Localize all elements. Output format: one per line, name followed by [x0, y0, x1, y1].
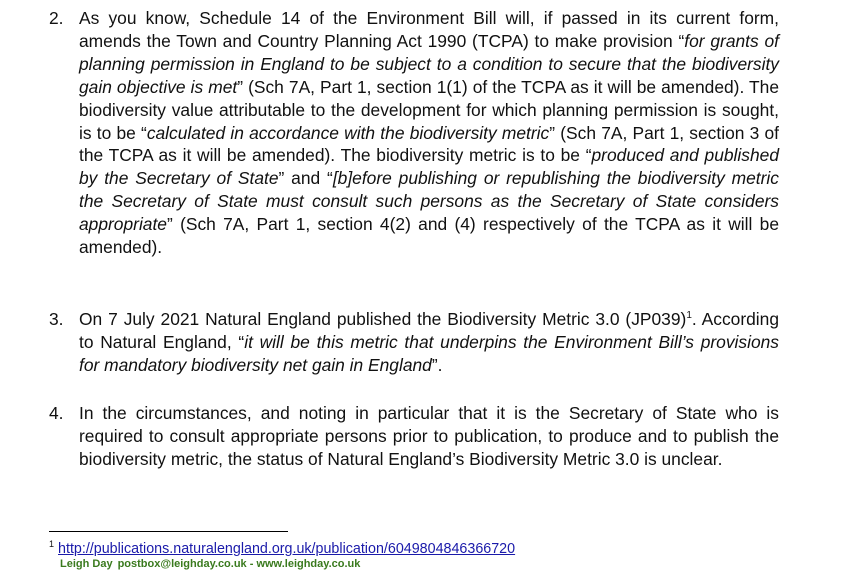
paragraph-2 — [49, 7, 779, 259]
quoted-text: for grants of planning permission in England to be subject to a condition to secure that the biodiversity gain objective is met — [79, 30, 780, 97]
quoted-text: produced and published by the Secretary of State — [79, 145, 779, 189]
text-segment: ” (Sch 7A, Part 1, section 4(2) and (4) respectively of the TCPA as it will be amended). — [79, 214, 779, 258]
text-segment: ” and “ — [278, 168, 333, 189]
text-segment: As you know, Schedule 14 of the Environment Bill will, if passed in its current form, amends the Town and Country Planning Act 1990 (TCPA) to make provision “ — [79, 8, 779, 51]
firm-name: Leigh Day — [60, 558, 113, 570]
paragraph-3 — [49, 308, 779, 377]
text-segment: ”. — [431, 354, 443, 375]
paragraph-4 — [49, 402, 779, 471]
quoted-text: [b]efore publishing or republishing the biodiversity metric the Secretary of State must consult such persons as the Secretary of State considers appropriate — [79, 168, 779, 235]
paragraph-number: 3. — [49, 309, 64, 329]
text-segment: . According to Natural England, “ — [79, 309, 780, 352]
footnote — [49, 540, 515, 558]
footnote-link[interactable]: http://publications.naturalengland.org.uk/publication/6049804846366720 — [58, 541, 516, 557]
text-segment: In the circumstances, and noting in particular that it is the Secretary of State who is required to consult appropriate persons prior to publication, to produce and to publish the biodiversity metric, the status of Natural England’s Biodiversity Metric 3.0 is unclear. — [79, 403, 779, 469]
firm-contact: postbox@leighday.co.uk - www.leighday.co.uk — [117, 558, 361, 570]
letterhead-footer — [60, 558, 360, 571]
paragraph-number: 4. — [49, 403, 64, 423]
paragraph-body — [79, 308, 779, 377]
quoted-text: it will be this metric that underpins the Environment Bill’s provisions for mandatory biodiversity net gain in England — [79, 331, 779, 375]
quoted-text: calculated in accordance with the biodiversity metric — [146, 122, 550, 143]
paragraph-body — [79, 402, 779, 471]
footnote-reference[interactable]: 1 — [686, 310, 692, 322]
footnote-separator — [49, 531, 288, 532]
text-segment: ” (Sch 7A, Part 1, section 3 of the TCPA as it will be amended). The biodiversity metric is to be “ — [79, 122, 779, 166]
text-segment: On 7 July 2021 Natural England published the Biodiversity Metric 3.0 (JP039) — [79, 309, 687, 329]
footnote-marker: 1 — [49, 539, 55, 550]
paragraph-number: 2. — [49, 8, 64, 28]
paragraph-body — [79, 7, 779, 259]
text-segment: ” (Sch 7A, Part 1, section 1(1) of the TCPA as it will be amended). The biodiversity value attributable to the development for which planning permission is sought, is to be “ — [79, 76, 779, 143]
